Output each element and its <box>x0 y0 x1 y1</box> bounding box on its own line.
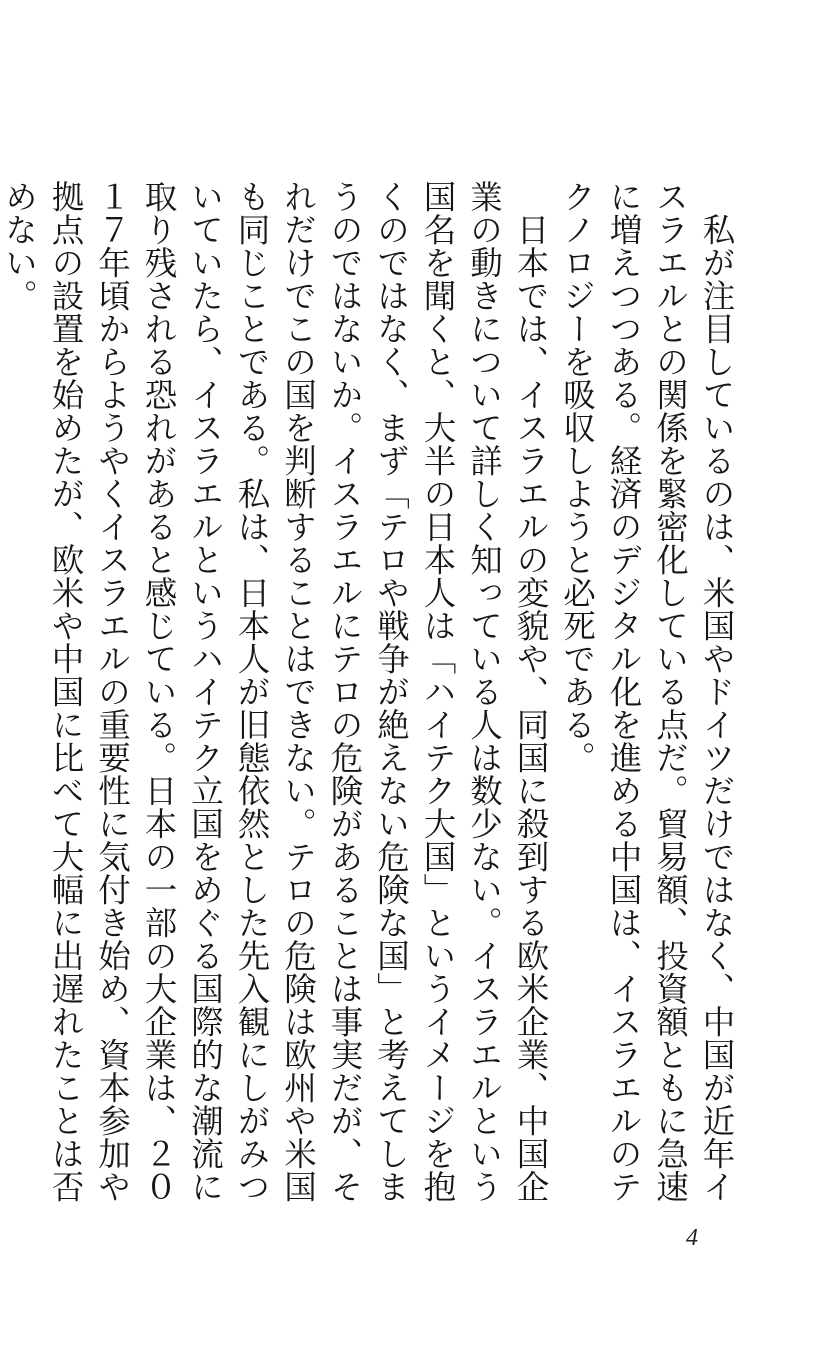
page-number: 4 <box>686 1225 698 1251</box>
vertical-body-text <box>0 180 740 1230</box>
paragraph-japan-perception: 日本では、イスラエルの変貌や、同国に殺到する欧米企業、中国企業の動きについて詳しく知っている人は数少ない。イスラエルという国名を聞くと、大半の日本人は「ハイテク大国」というイメージを抱くのではなく、まず「テロや戦争が絶えない危険な国」と考えてしまうのではないか。イスラエルにテロの危険があることは事実だが、それだけでこの国を判断することはできない。テロの危険は欧州や米国も同じことである。私は、日本人が旧態依然とした先入観にしがみついていたら、イスラエルというハイテク立国をめぐる国際的な潮流に取り残される恐れがあると感じている。日本の一部の大企業は、２０１７年頃からようやくイスラエルの重要性に気付き始め、資本参加や拠点の設置を始めたが、欧米や中国に比べて大幅に出遅れたことは否めない。 <box>0 180 550 1203</box>
paragraph-china-israel: 私が注目しているのは、米国やドイツだけではなく、中国が近年イスラエルとの関係を緊密化している点だ。貿易額、投資額ともに急速に増えつつある。経済のデジタル化を進める中国は、イスラエルのテクノロジーを吸収しようと必死である。 <box>558 180 736 1203</box>
